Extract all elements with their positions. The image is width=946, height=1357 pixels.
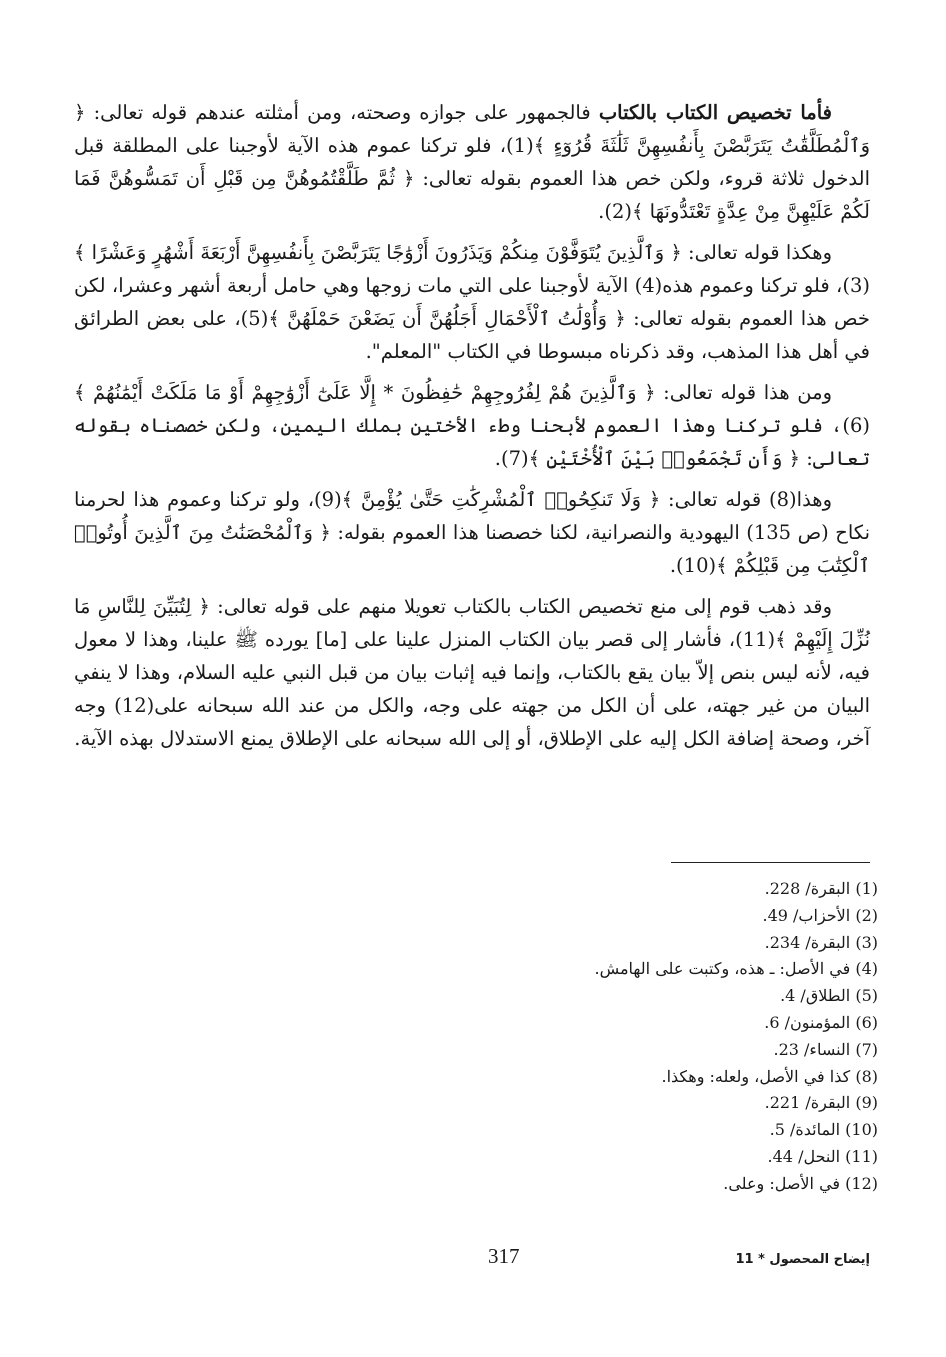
footnote-item: (8) كذا في الأصل، ولعله: وهكذا. [661,1066,878,1086]
paragraph-lead: فأما تخصيص الكتاب بالكتاب [598,101,832,124]
paragraph-text: وهكذا قوله تعالى: ﴿ وَٱلَّذِينَ يُتَوَفَّوْنَ مِنكُمْ وَيَذَرُونَ أَزْوَٰجًا يَتَرَبَّصْنَ بِأَنفُسِهِنَّ أَرْبَعَةَ أَشْهُرٍ وَعَشْرًا ﴾(3)، فلو تركنا وعموم هذه(4) الآية لأوجبنا على التي مات زوجها وهي حامل أربعة أشهر وعشرا، لكن خص هذا العموم بقوله تعالى: ﴿ وَأُوْلَٰتُ ٱلْأَحْمَالِ أَجَلُهُنَّ أَن يَضَعْنَ حَمْلَهُنَّ ﴾(5)، على بعض الطرائق في أهل هذا المذهب، وقد ذكرناه مبسوطا في الكتاب "المعلم". [74,241,870,363]
footnote-item: (7) النساء/ 23. [773,1039,878,1059]
footnote-item: (1) البقرة/ 228. [764,879,878,898]
main-text [74,96,870,763]
footnote-separator [671,862,870,863]
paragraph-4 [74,483,870,582]
paragraph-text: ومن هذا قوله تعالى: ﴿ وَٱلَّذِينَ هُمْ لِفُرُوجِهِمْ حَٰفِظُونَ * إِلَّا عَلَىٰٓ أَزْوَٰجِهِمْ أَوْ مَا مَلَكَتْ أَيْمَٰنُهُمْ ﴾(6)، فلو تركنا وهذا العموم لأبحنا وطء الأختين بملك اليمين، ولكن خصصناه بقوله تعالى: ﴿ وَأَن تَجْمَعُوا۟ بَيْنَ ٱلْأُخْتَيْنِ ﴾(7). [74,381,870,470]
footnote-item: (6) المؤمنون/ 6. [764,1012,878,1032]
footnote-item: (9) البقرة/ 221. [764,1093,878,1113]
paragraph-text: وهذا(8) قوله تعالى: ﴿ وَلَا تَنكِحُوا۟ ٱلْمُشْرِكَٰتِ حَتَّىٰ يُؤْمِنَّ ﴾(9)، ولو تركنا وعموم هذا لحرمنا نكاح (ص 135) اليهودية والنصرانية، لكنا خصصنا هذا العموم بقوله: ﴿ وَٱلْمُحْصَنَٰتُ مِنَ ٱلَّذِينَ أُوتُوا۟ ٱلْكِتَٰبَ مِن قَبْلِكُمْ ﴾(10). [74,488,870,577]
footnote-item: (2) الأحزاب/ 49. [762,905,878,925]
footnote-item: (10) المائدة/ 5. [769,1120,878,1140]
paragraph-1 [74,96,870,228]
paragraph-5 [74,590,870,755]
page-footer [0,1244,946,1274]
paragraph-text: وقد ذهب قوم إلى منع تخصيص الكتاب بالكتاب تعويلا منهم على قوله تعالى: ﴿ لِتُبَيِّنَ لِلنَّاسِ مَا نُزِّلَ إِلَيْهِمْ ﴾(11)، فأشار إلى قصر بيان الكتاب المنزل علينا على [ما] يورده ﷺ علينا، وهذا لا معول فيه، لأنه ليس بنص إلاّ بيان يقع بالكتاب، وإنما فيه إثبات بيان من قبل النبي عليه السلام، وهذا لا ينفي البيان من غير جهته، على أن الكل من جهته على وجه، والكل من عند الله سبحانه على(12) وجه آخر، وصحة إضافة الكل إليه على الإطلاق، أو إلى الله سبحانه على الإطلاق يمنع الاستدلال بهذه الآية. [74,595,871,750]
page-number: 317 [488,1244,520,1268]
footnotes [318,876,878,1198]
paragraph-3 [74,376,870,475]
book-reference: إيضاح المحصول * 11 [735,1252,870,1267]
footnote-item: (12) في الأصل: وعلى. [723,1173,878,1193]
footnote-item: (11) النحل/ 44. [767,1146,878,1166]
footnote-item: (3) البقرة/ 234. [764,932,878,952]
paragraph-text: فالجمهور على جوازه وصحته، ومن أمثلته عندهم قوله تعالى: ﴿ وَٱلْمُطَلَّقَٰتُ يَتَرَبَّصْنَ بِأَنفُسِهِنَّ ثَلَٰثَةَ قُرُوٓءٍ ﴾(1)، فلو تركنا عموم هذه الآية لأوجبنا على المطلقة قبل الدخول ثلاثة قروء، ولكن خص هذا العموم بقوله تعالى: ﴿ ثُمَّ طَلَّقْتُمُوهُنَّ مِن قَبْلِ أَن تَمَسُّوهُنَّ فَمَا لَكُمْ عَلَيْهِنَّ مِنْ عِدَّةٍ تَعْتَدُّونَهَا ﴾(2). [74,101,870,223]
paragraph-2 [74,236,870,368]
footnote-item: (5) الطلاق/ 4. [780,986,878,1006]
footnote-item: (4) في الأصل: ـ هذه، وكتبت على الهامش. [594,959,878,979]
